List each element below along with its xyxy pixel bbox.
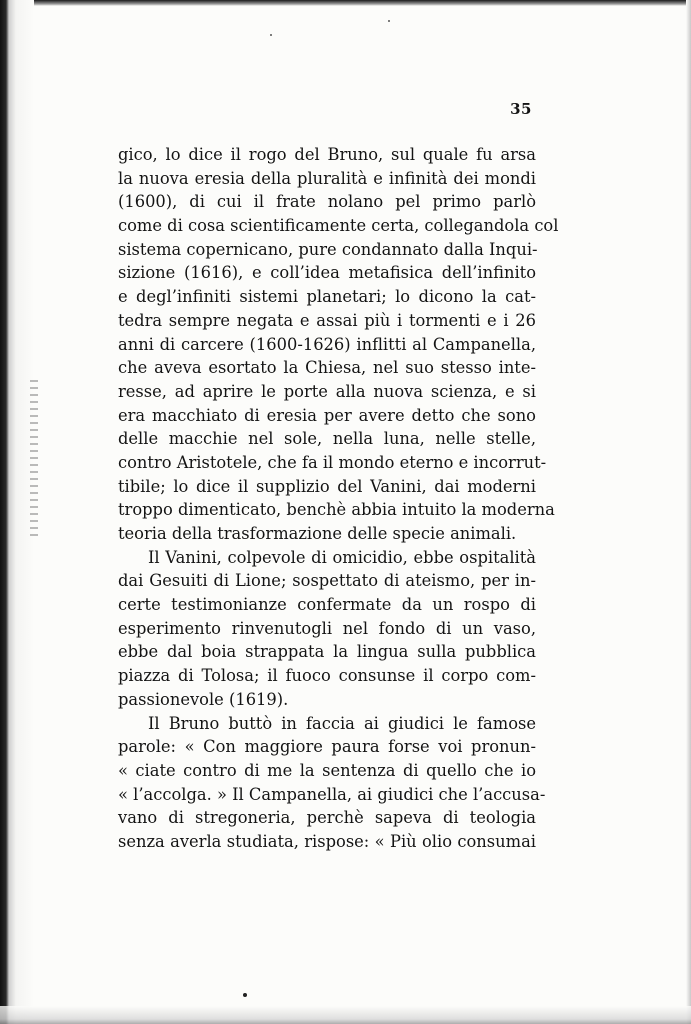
ink-speck — [270, 34, 272, 36]
text-line: era macchiato di eresia per avere detto che sono — [118, 405, 536, 425]
text-line: piazza di Tolosa; il fuoco consunse il corpo com- — [118, 666, 536, 686]
text-line: che aveva esortato la Chiesa, nel suo stesso inte- — [118, 358, 536, 378]
text-line: passionevole (1619). — [118, 689, 289, 709]
text-line: contro Aristotele, che fa il mondo eterno e incorrut- — [118, 452, 547, 472]
text-line: senza averla studiata, rispose: « Più olio consumai — [118, 831, 536, 851]
ink-dot — [243, 993, 247, 997]
ink-speck — [388, 20, 390, 22]
text-line: tedra sempre negata e assai più i tormenti e i 26 — [118, 310, 536, 330]
text-line: certe testimonianze confermate da un rospo di — [118, 595, 536, 615]
body-text — [118, 143, 559, 854]
page-number: 35 — [510, 100, 532, 118]
text-line: teoria della trasformazione delle specie animali. — [118, 524, 517, 543]
text-line: dai Gesuiti di Lione; sospettato di ateismo, per in- — [118, 571, 536, 591]
text-line: la nuova eresia della pluralità e infinità dei mondi — [118, 168, 536, 188]
text-line: « l’accolga. » Il Campanella, ai giudici che l’accusa- — [118, 784, 546, 804]
text-line: anni di carcere (1600-1626) inflitti al Campanella, — [118, 334, 536, 354]
text-line: vano di stregoneria, perchè sapeva di teologia — [118, 808, 536, 828]
text-line: « ciate contro di me la sentenza di quello che io — [118, 760, 536, 780]
text-line: ebbe dal boia strappata la lingua sulla pubblica — [118, 642, 536, 662]
text-line: troppo dimenticato, benchè abbia intuito la moderna — [118, 500, 555, 520]
text-line: (1600), di cui il frate nolano pel primo parlò — [118, 192, 536, 212]
page-bottom-edge — [0, 1006, 691, 1024]
text-line: gico, lo dice il rogo del Bruno, sul quale fu arsa — [118, 145, 536, 164]
page-top-edge — [0, 0, 691, 6]
text-line: e degl’infiniti sistemi planetari; lo dicono la cat- — [118, 287, 536, 307]
text-line: parole: « Con maggiore paura forse voi pronun- — [118, 737, 536, 757]
book-spine-shadow — [0, 0, 34, 1024]
text-line: delle macchie nel sole, nella luna, nelle stelle, — [118, 429, 536, 449]
text-line: Il Vanini, colpevole di omicidio, ebbe ospitalità — [148, 547, 536, 567]
text-line: Il Bruno buttò in faccia ai giudici le famose — [148, 713, 536, 733]
text-line: sistema copernicano, pure condannato dalla Inqui- — [118, 239, 538, 259]
page-right-edge — [686, 0, 691, 1024]
gutter-marks — [30, 380, 38, 540]
text-line: come di cosa scientificamente certa, collegandola col — [118, 216, 559, 236]
text-line: sizione (1616), e coll’idea metafisica dell’infinito — [118, 263, 536, 283]
text-line: esperimento rinvenutogli nel fondo di un vaso, — [118, 618, 536, 638]
text-line: tibile; lo dice il supplizio del Vanini, dai moderni — [118, 476, 536, 496]
text-line: resse, ad aprire le porte alla nuova scienza, e si — [118, 381, 536, 401]
